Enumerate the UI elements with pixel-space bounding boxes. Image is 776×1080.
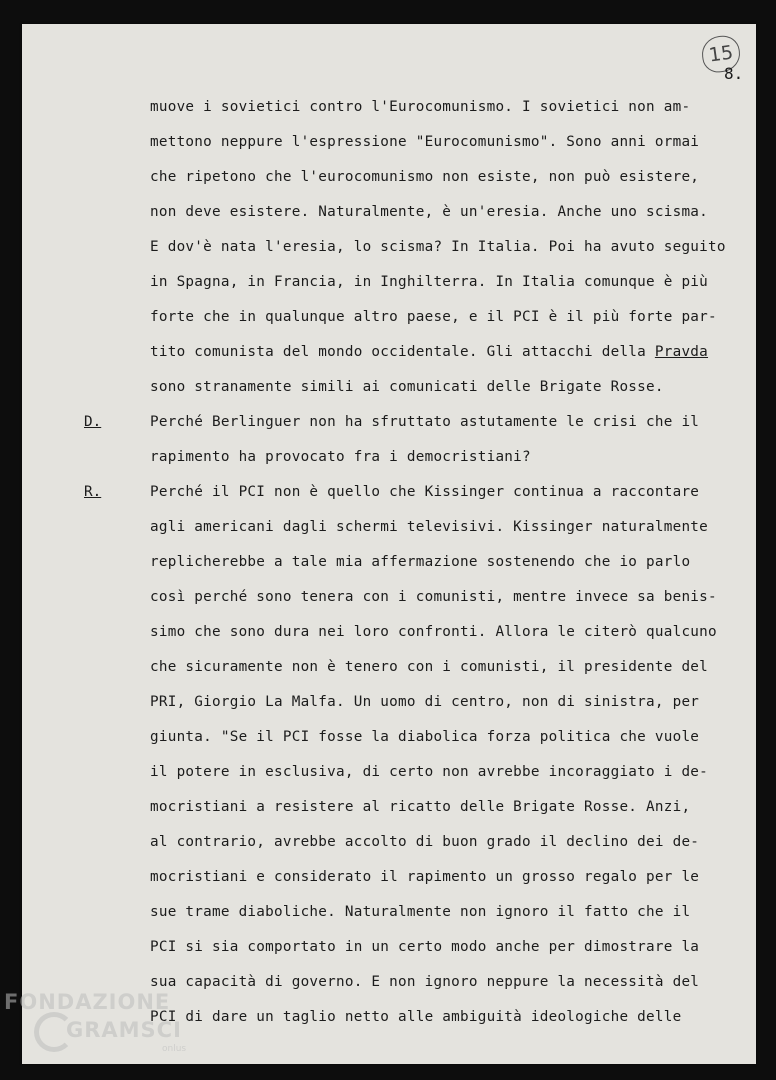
text-line: muove i sovietici contro l'Eurocomunismo. I sovietici non am- xyxy=(150,99,691,115)
text-line: sue trame diaboliche. Naturalmente non ignoro il fatto che il xyxy=(150,904,691,920)
text-line: che ripetono che l'eurocomunismo non esiste, non può esistere, xyxy=(150,169,700,185)
text-line: non deve esistere. Naturalmente, è un'eresia. Anche uno scisma. xyxy=(150,204,709,220)
text-line: PRI, Giorgio La Malfa. Un uomo di centro, non di sinistra, per xyxy=(150,694,700,710)
text-line: PCI di dare un taglio netto alle ambiguità ideologiche delle xyxy=(150,1009,682,1025)
page-number: 8. xyxy=(724,64,744,83)
text-line: al contrario, avrebbe accolto di buon grado il declino dei de- xyxy=(150,834,700,850)
text-line: giunta. "Se il PCI fosse la diabolica forza politica che vuole xyxy=(150,729,700,745)
text-line: Perché Berlinguer non ha sfruttato astutamente le crisi che il xyxy=(150,414,700,430)
text-line xyxy=(150,343,708,361)
text-line: PCI si sia comportato in un certo modo anche per dimostrare la xyxy=(150,939,700,955)
watermark-line1: FONDAZIONE xyxy=(4,990,171,1014)
text-line: simo che sono dura nei loro confronti. Allora le citerò qualcuno xyxy=(150,624,717,640)
typed-page xyxy=(22,24,756,1064)
text-line: mettono neppure l'espressione "Eurocomunismo". Sono anni ormai xyxy=(150,134,700,150)
underlined-title-pravda: Pravda xyxy=(654,344,709,360)
watermark-suffix: onlus xyxy=(162,1044,187,1054)
text-segment: tito comunista del mondo occidentale. Gli attacchi della xyxy=(150,344,655,360)
text-line: che sicuramente non è tenero con i comunisti, il presidente del xyxy=(150,659,709,675)
text-line: E dov'è nata l'eresia, lo scisma? In Italia. Poi ha avuto seguito xyxy=(150,239,726,255)
text-line: così perché sono tenera con i comunisti, mentre invece sa benis- xyxy=(150,589,717,605)
text-line: sua capacità di governo. E non ignoro neppure la necessità del xyxy=(150,974,700,990)
watermark-line2: GRAMSCI xyxy=(66,1018,182,1042)
text-line: sono stranamente simili ai comunicati delle Brigate Rosse. xyxy=(150,379,664,395)
text-line: agli americani dagli schermi televisivi. Kissinger naturalmente xyxy=(150,519,709,535)
text-line: forte che in qualunque altro paese, e il PCI è il più forte par- xyxy=(150,309,717,325)
question-marker: D. xyxy=(84,414,102,430)
answer-marker: R. xyxy=(84,484,102,500)
text-line: Perché il PCI non è quello che Kissinger continua a raccontare xyxy=(150,484,700,500)
text-line: replicherebbe a tale mia affermazione sostenendo che io parlo xyxy=(150,554,691,570)
archive-number-stamp: 15 xyxy=(700,34,743,75)
text-line: rapimento ha provocato fra i democristiani? xyxy=(150,449,531,465)
text-line: il potere in esclusiva, di certo non avrebbe incoraggiato i de- xyxy=(150,764,709,780)
text-line: mocristiani a resistere al ricatto delle Brigate Rosse. Anzi, xyxy=(150,799,691,815)
text-line: mocristiani e considerato il rapimento un grosso regalo per le xyxy=(150,869,700,885)
text-line: in Spagna, in Francia, in Inghilterra. In Italia comunque è più xyxy=(150,274,709,290)
